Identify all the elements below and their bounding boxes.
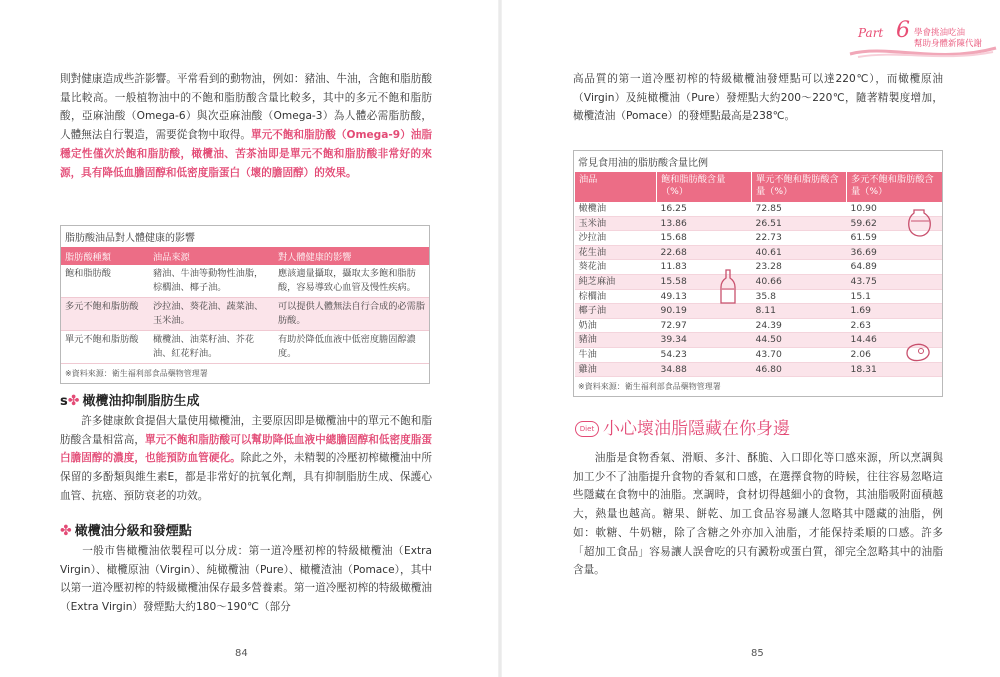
table-row [575,347,943,362]
fat-header-source: 油品來源 [149,247,274,265]
table-cell: 15.1 [847,289,943,304]
bottle-icon [720,269,736,305]
table-row [575,362,943,377]
table-cell: 64.89 [847,260,943,275]
fat-table-grid [61,247,429,364]
oil-header-poly: 多元不飽和脂肪酸含量（%） [847,172,943,202]
fat-header-effect: 對人體健康的影響 [274,247,429,265]
table-cell: 14.46 [847,333,943,348]
table-cell: 應該適量攝取，攝取太多飽和脂肪酸，容易導致心血管及慢性疾病。 [274,265,429,298]
table-row [61,298,429,331]
paragraph-text: 除此之外，未精製的冷壓初榨橄欖油中所保留的多酚類與維生素E，都是非常好的抗氧化劑，具有抑制脂肪生成、保護心血管、抗癌、預防衰老的功效。 [60,452,432,502]
hidden-oil-paragraph: 油脂是食物香氣、滑順、多汁、酥脆、入口即化等口感來源，所以烹調與加工少不了油脂提升食物的香氣和口感，在選擇食物的時候，往往容易忽略這些隱藏在食物中的油脂。烹調時，食材切得越細小的食物，其油脂吸附面積越大，熱量也越高。糖果、餅乾、加工食品容易讓人忽略其中隱藏的油脂，例如：軟糖、牛奶糖，除了含糖之外亦加入油脂，才能保持柔順的口感。許多「超加工食品」容易讓人誤會吃的只有澱粉或蛋白質，卻完全忽略其中的油脂含量。 [573,452,943,577]
fat-table-caption: 脂肪酸油品對人體健康的影響 [65,233,195,244]
table-cell: 豬油 [575,333,657,348]
part-number: 6 [896,18,910,43]
section-prefix: s [60,394,68,409]
table-cell: 22.68 [657,245,752,260]
intro-text: 則對健康造成些許影響。平常看到的動物油，例如：豬油、牛油，含飽和脂肪酸量比較高。一般植物油中的不飽和脂肪酸含量比較多，其中的多元不飽和脂肪酸，亞麻油酸（Omega-6）與次亞麻油酸（Omega-3）為人體必需脂肪酸，人體無法自行製造，需要從食物中取得。 [60,73,432,142]
table-row [575,231,943,246]
table-cell: 49.13 [657,289,752,304]
table-cell: 15.58 [657,274,752,289]
oil-table-header-row [575,172,943,202]
table-cell: 沙拉油 [575,231,657,246]
table-row [575,274,943,289]
table-row [575,318,943,333]
section-title: 橄欖油分級和發煙點 [74,524,192,539]
section-heading-grading [60,520,192,539]
page-number-left: 84 [235,648,248,659]
grading-paragraph: 一般市售橄欖油依製程可以分成：第一道冷壓初榨的特級橄欖油（Extra Virgin）、橄欖原油（Virgin）、純橄欖油（Pure）、橄欖渣油（Pomace），其中以第一道冷壓初榨的特級橄欖油保存最多營養素。第一道冷壓初榨的特級橄欖油（Extra Virgin）發煙點大約180～190℃（部分 [60,545,432,614]
jug-icon [907,207,933,237]
table-row [61,265,429,298]
table-cell: 26.51 [752,216,847,231]
table-row [61,331,429,364]
table-cell: 多元不飽和脂肪酸 [61,298,149,331]
oil-header-name: 油品 [575,172,657,202]
fat-table-header-row [61,247,429,265]
table-cell: 牛油 [575,347,657,362]
table-cell: 43.75 [847,274,943,289]
table-cell: 35.8 [752,289,847,304]
fat-table-source: ※資料來源：衛生福利部食品藥物管理署 [65,369,208,378]
table-cell: 有助於降低血液中低密度膽固醇濃度。 [274,331,429,364]
table-cell: 棕櫚油 [575,289,657,304]
table-cell: 11.83 [657,260,752,275]
table-cell: 花生油 [575,245,657,260]
table-row [575,245,943,260]
table-cell: 單元不飽和脂肪酸 [61,331,149,364]
table-cell: 18.31 [847,362,943,377]
oil-header-mono: 單元不飽和脂肪酸含量（%） [752,172,847,202]
table-cell: 44.50 [752,333,847,348]
section-title: 小心壞油脂隱藏在你身邊 [603,419,790,439]
table-cell: 椰子油 [575,304,657,319]
paragraph-text: 許多健康飲食提倡大量使用橄欖油，主要原因即是橄欖油中的單元不飽和脂肪酸含量相當高， [60,415,432,446]
table-cell: 豬油、牛油等動物性油脂，棕櫚油、椰子油。 [149,265,274,298]
table-cell: 39.34 [657,333,752,348]
section-heading-olive-fat [60,390,200,409]
table-cell: 24.39 [752,318,847,333]
table-cell: 2.63 [847,318,943,333]
oil-table-caption: 常見食用油的脂肪酸含量比例 [578,158,708,169]
table-row [575,202,943,216]
oil-table-body [575,202,943,377]
right-page [500,0,1000,677]
table-cell: 8.11 [752,304,847,319]
table-cell: 純芝麻油 [575,274,657,289]
fat-header-type: 脂肪酸種類 [61,247,149,265]
table-cell: 1.69 [847,304,943,319]
chapter-title-line1: 學會挑油吃油 [914,28,966,38]
table-cell: 22.73 [752,231,847,246]
oil-table-grid [574,172,942,377]
table-row [575,260,943,275]
section-badge: Diet [575,421,599,437]
table-cell: 34.88 [657,362,752,377]
intro-paragraph [60,70,432,182]
table-cell: 可以提供人體無法自行合成的必需脂肪酸。 [274,298,429,331]
table-row [575,216,943,231]
part-label: Part [858,26,884,40]
table-cell: 72.85 [752,202,847,216]
oil-table [573,150,943,397]
table-cell: 46.80 [752,362,847,377]
table-cell: 13.86 [657,216,752,231]
section-heading-hidden-oil [575,414,790,439]
table-cell: 90.19 [657,304,752,319]
table-cell: 10.90 [847,202,943,216]
table-cell: 54.23 [657,347,752,362]
table-row [575,333,943,348]
table-cell: 72.97 [657,318,752,333]
intro-emphasis: 單元不飽和脂肪酸（Omega-9）油脂穩定性僅次於飽和脂肪酸，橄欖油、苦茶油即是單元不飽和脂肪酸非常好的來源，具有降低血膽固醇和低密度脂蛋白（壞的膽固醇）的效果。 [60,129,433,179]
table-cell: 23.28 [752,260,847,275]
table-cell: 奶油 [575,318,657,333]
table-cell: 61.59 [847,231,943,246]
flower-bullet-icon: ✤ [67,393,80,409]
smoke-point-paragraph: 高品質的第一道冷壓初榨的特級橄欖油發煙點可以達220℃），而橄欖原油（Virgin）及純橄欖油（Pure）發煙點大約200～220℃，隨著精製度增加，橄欖渣油（Pomace）的發煙點最高是238℃。 [573,73,943,123]
chapter-title-line2: 幫助身體新陳代謝 [914,39,983,49]
table-cell: 雞油 [575,362,657,377]
table-row [575,289,943,304]
table-cell: 橄欖油、油菜籽油、芥花油、紅花籽油。 [149,331,274,364]
page-number-right: 85 [751,648,764,659]
oil-header-saturated: 飽和脂肪酸含量（%） [657,172,752,202]
table-cell: 59.62 [847,216,943,231]
section-title: 橄欖油抑制脂肪生成 [82,394,200,409]
olive-fat-paragraph [60,412,432,506]
table-cell: 玉米油 [575,216,657,231]
oil-table-source: ※資料來源：衛生福利部食品藥物管理署 [578,382,721,392]
table-cell: 16.25 [657,202,752,216]
table-cell: 43.70 [752,347,847,362]
table-cell: 葵花油 [575,260,657,275]
table-cell: 沙拉油、葵花油、蔬菜油、玉米油。 [149,298,274,331]
table-row [575,304,943,319]
table-cell: 橄欖油 [575,202,657,216]
table-cell: 飽和脂肪酸 [61,265,149,298]
table-cell: 40.61 [752,245,847,260]
table-cell: 15.68 [657,231,752,246]
meat-icon [904,341,932,363]
paragraph-emphasis: 單元不飽和脂肪酸可以幫助降低血液中總膽固醇和低密度脂蛋白膽固醇的濃度，也能預防血管硬化。 [60,433,433,465]
table-cell: 2.06 [847,347,943,362]
table-cell: 40.66 [752,274,847,289]
flower-bullet-icon: ✤ [60,523,72,539]
table-cell: 36.69 [847,245,943,260]
fat-table [60,225,430,384]
